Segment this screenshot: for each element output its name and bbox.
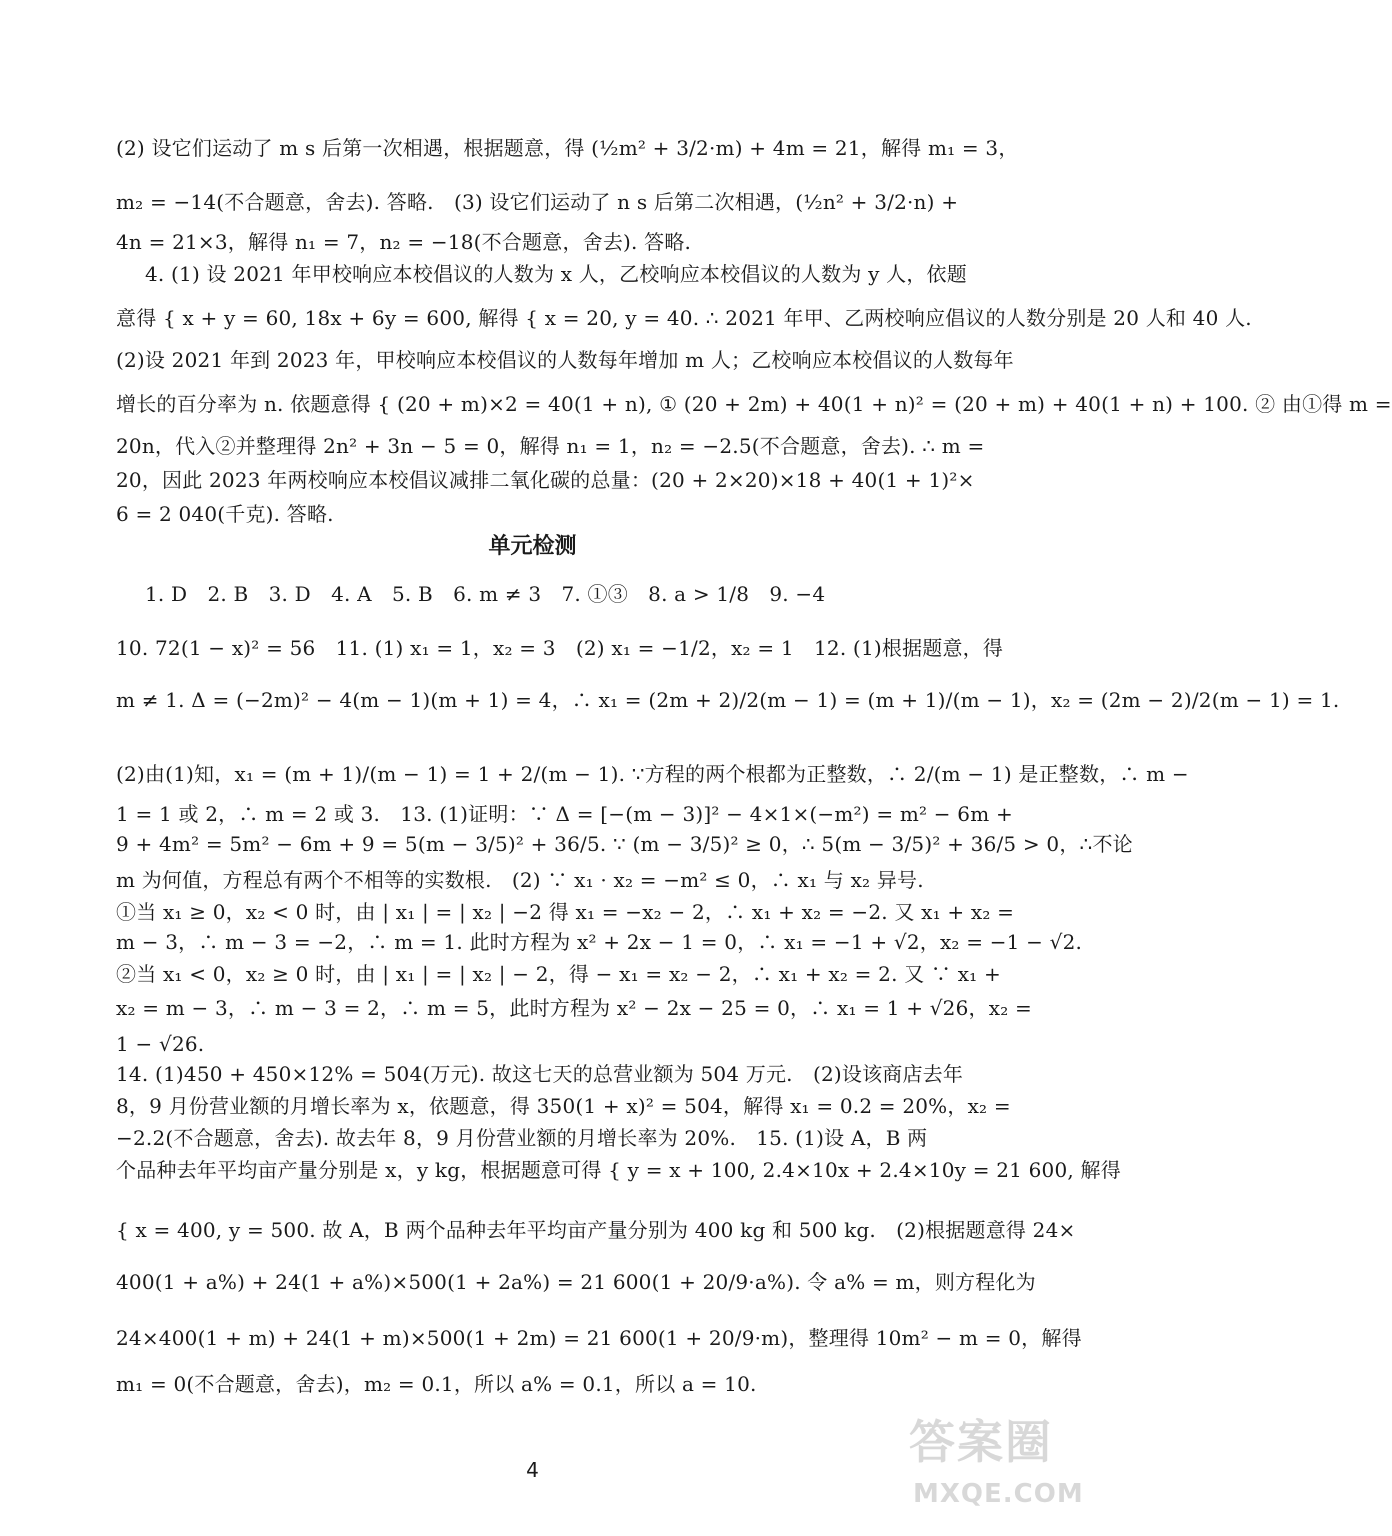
text-line: m − 3，∴ m − 3 = −2，∴ m = 1. 此时方程为 x² + 2x − 1 = 0，∴ x₁ = −1 + √2，x₂ = −1 − √2. xyxy=(116,930,1083,954)
watermark-logo xyxy=(905,1414,1084,1526)
text-line: x₂ = m − 3，∴ m − 3 = 2，∴ m = 5，此时方程为 x² − 2x − 25 = 0，∴ x₁ = 1 + √26，x₂ = xyxy=(116,996,1032,1020)
text-line: m₁ = 0(不合题意，舍去)，m₂ = 0.1，所以 a% = 0.1，所以 a = 10. xyxy=(116,1372,757,1396)
text-line: (2) 设它们运动了 m s 后第一次相遇，根据题意，得 (½m² + 3/2·m) + 4m = 21，解得 m₁ = 3， xyxy=(116,136,1019,160)
page-number: 4 xyxy=(526,1458,539,1482)
text-line: 1 = 1 或 2，∴ m = 2 或 3. 13. (1)证明：∵ Δ = [−(m − 3)]² − 4×1×(−m²) = m² − 6m + xyxy=(116,802,1013,826)
text-line: 14. (1)450 + 450×12% = 504(万元). 故这七天的总营业额为 504 万元. (2)设该商店去年 xyxy=(116,1062,964,1086)
text-line: m 为何值，方程总有两个不相等的实数根. (2) ∵ x₁ · x₂ = −m² ≤ 0，∴ x₁ 与 x₂ 异号. xyxy=(116,868,924,892)
text-line: 1. D 2. B 3. D 4. A 5. B 6. m ≠ 3 7. ①③ 8. a > 1/8 9. −4 xyxy=(145,582,826,606)
text-line: 400(1 + a%) + 24(1 + a%)×500(1 + 2a%) = 21 600(1 + 20/9·a%). 令 a% = m，则方程化为 xyxy=(116,1270,1036,1294)
text-line: 4n = 21×3，解得 n₁ = 7，n₂ = −18(不合题意，舍去). 答略. xyxy=(116,230,692,254)
text-line: m ≠ 1. Δ = (−2m)² − 4(m − 1)(m + 1) = 4，∴ x₁ = (2m + 2)/2(m − 1) = (m + 1)/(m − 1)，x₂ = (2m − 2)/2(m − 1) = 1. xyxy=(116,688,1340,712)
text-line: 8，9 月份营业额的月增长率为 x，依题意，得 350(1 + x)² = 504，解得 x₁ = 0.2 = 20%，x₂ = xyxy=(116,1094,1011,1118)
text-line: { x = 400, y = 500. 故 A，B 两个品种去年平均亩产量分别为 400 kg 和 500 kg. (2)根据题意得 24× xyxy=(116,1218,1076,1242)
section-heading: 单元检测 xyxy=(488,534,577,559)
text-line: 6 = 2 040(千克). 答略. xyxy=(116,502,334,526)
text-line: 意得 { x + y = 60, 18x + 6y = 600, 解得 { x = 20, y = 40. ∴ 2021 年甲、乙两校响应倡议的人数分别是 20 人和 40 人. xyxy=(116,306,1252,330)
text-line: 4. (1) 设 2021 年甲校响应本校倡议的人数为 x 人，乙校响应本校倡议的人数为 y 人，依题 xyxy=(145,262,967,286)
text-line: 24×400(1 + m) + 24(1 + m)×500(1 + 2m) = 21 600(1 + 20/9·m)，整理得 10m² − m = 0，解得 xyxy=(116,1326,1082,1350)
text-line: m₂ = −14(不合题意，舍去). 答略. (3) 设它们运动了 n s 后第二次相遇，(½n² + 3/2·n) + xyxy=(116,190,959,214)
text-line: 个品种去年平均亩产量分别是 x，y kg，根据题意可得 { y = x + 100, 2.4×10x + 2.4×10y = 21 600, 解得 xyxy=(116,1158,1121,1182)
text-line: (2)设 2021 年到 2023 年，甲校响应本校倡议的人数每年增加 m 人；乙校响应本校倡议的人数每年 xyxy=(116,348,1014,372)
text-line: 20，因此 2023 年两校响应本校倡议减排二氧化碳的总量：(20 + 2×20)×18 + 40(1 + 1)²× xyxy=(116,468,975,492)
text-line: 20n，代入②并整理得 2n² + 3n − 5 = 0，解得 n₁ = 1，n₂ = −2.5(不合题意，舍去). ∴ m = xyxy=(116,434,985,458)
text-line: 增长的百分率为 n. 依题意得 { (20 + m)×2 = 40(1 + n), ① (20 + 2m) + 40(1 + n)² = (20 + m) + 40(1 + n) + 100. ② 由①得 m = xyxy=(116,392,1392,416)
watermark-text: 答案圈 xyxy=(909,1415,1053,1469)
text-line: ①当 x₁ ≥ 0，x₂ < 0 时，由 | x₁ | = | x₂ | −2 得 x₁ = −x₂ − 2，∴ x₁ + x₂ = −2. 又 x₁ + x₂ = xyxy=(116,900,1015,924)
text-line: 10. 72(1 − x)² = 56 11. (1) x₁ = 1，x₂ = 3 (2) x₁ = −1/2，x₂ = 1 12. (1)根据题意，得 xyxy=(116,636,1004,660)
text-line: ②当 x₁ < 0，x₂ ≥ 0 时，由 | x₁ | = | x₂ | − 2，得 − x₁ = x₂ − 2，∴ x₁ + x₂ = 2. 又 ∵ x₁ + xyxy=(116,962,1001,986)
text-line: 1 − √26. xyxy=(116,1032,205,1056)
text-line: −2.2(不合题意，舍去). 故去年 8，9 月份营业额的月增长率为 20%. 15. (1)设 A，B 两 xyxy=(116,1126,928,1150)
text-line: 9 + 4m² = 5m² − 6m + 9 = 5(m − 3/5)² + 36/5. ∵ (m − 3/5)² ≥ 0，∴ 5(m − 3/5)² + 36/5 > 0，∴不论 xyxy=(116,832,1133,856)
text-line: (2)由(1)知，x₁ = (m + 1)/(m − 1) = 1 + 2/(m − 1). ∵方程的两个根都为正整数，∴ 2/(m − 1) 是正整数，∴ m − xyxy=(116,762,1189,786)
watermark-domain: MXQE.COM xyxy=(913,1479,1084,1509)
